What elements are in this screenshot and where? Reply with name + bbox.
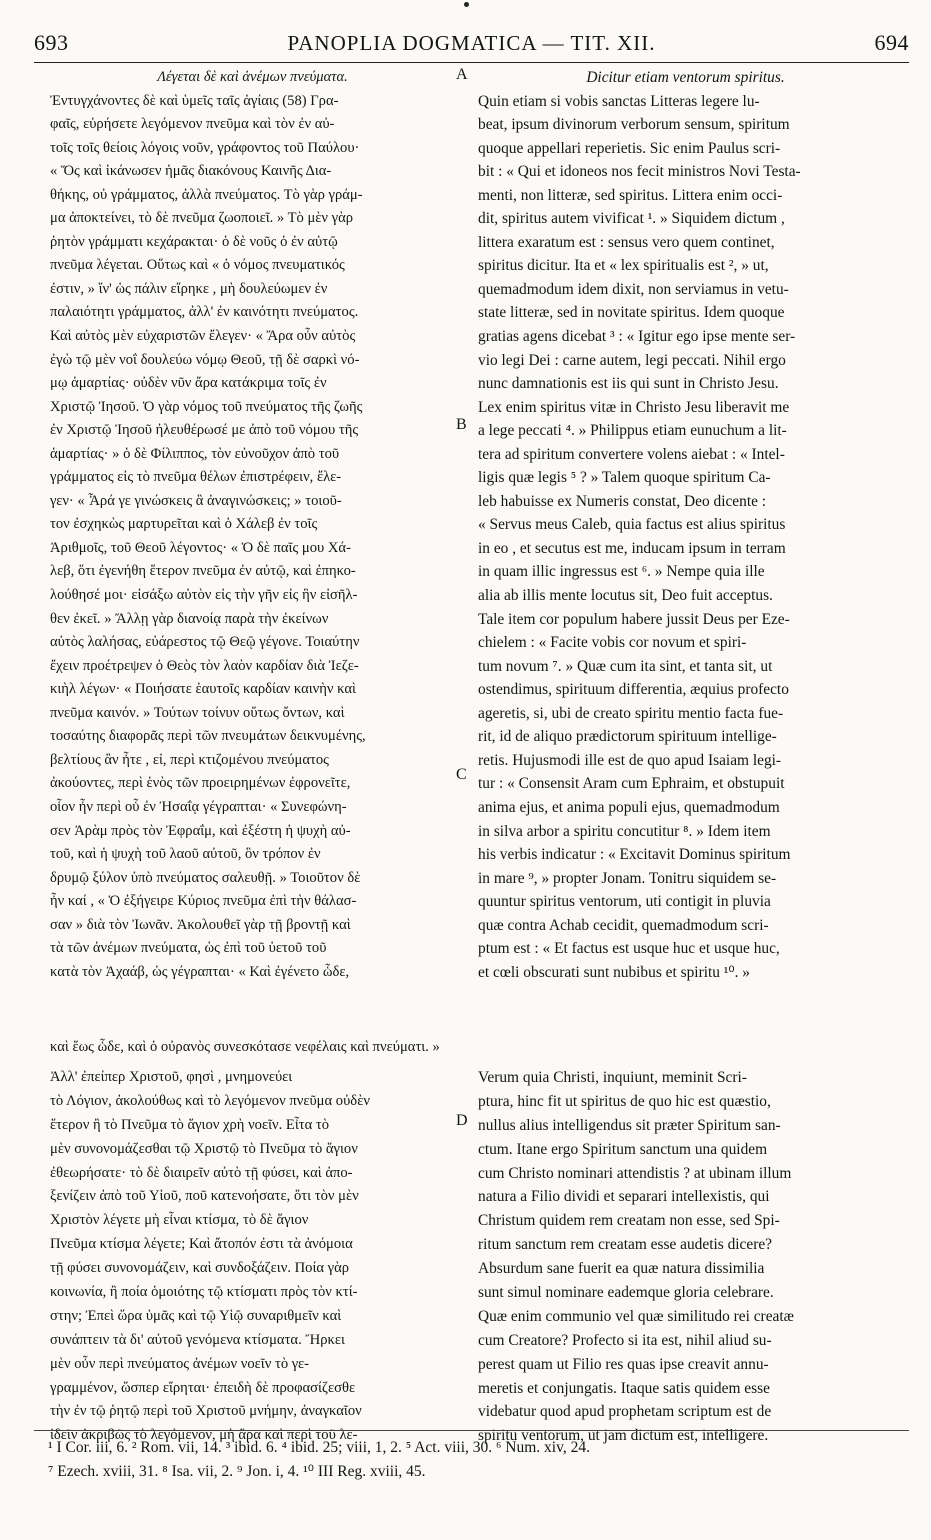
text-line: ἐστιν, » ἵν' ὡς πάλιν εἴρηκε , μὴ δουλεύωμεν ἐν	[50, 280, 328, 297]
text-line: leb habuisse ex Numeris constat, Deo dicente :	[478, 492, 767, 510]
text-line: συνάπτειν τὰ δι' αὐτοῦ γενόμενα κτίσματα. Ἤρκει	[50, 1331, 345, 1348]
text-line: φαῖς, εὑρήσετε λεγόμενον πνεῦμα καὶ τὸν ἐν αὐ-	[50, 116, 335, 133]
text-line: οἷον ἦν περὶ οὗ ἐν Ἠσαΐᾳ γέγραπται· « Συνεφώνη-	[50, 798, 347, 815]
text-line: ἔχειν προέτρεψεν ὁ Θεὸς τὸν λαὸν καρδίαν διὰ Ἰεζε-	[50, 657, 359, 674]
text-line: anima ejus, et anima populi ejus, quemadmodum	[478, 798, 780, 816]
text-line: θήκης, οὐ γράμματος, ἀλλὰ πνεύματος. Τὸ γὰρ γράμ-	[50, 186, 363, 203]
greek-caption: Λέγεται δὲ καὶ ἀνέμων πνεύματα.	[157, 69, 348, 85]
footnote-line: ⁷ Ezech. xviii, 31. ⁸ Isa. vii, 2. ⁹ Jon. i, 4. ¹⁰ III Reg. xviii, 45.	[48, 1463, 426, 1480]
text-line: retis. Hujusmodi ille est de quo apud Isaiam legi-	[478, 751, 782, 769]
text-line: τὴν ἐν τῷ ῥητῷ περὶ τοῦ Χριστοῦ μνήμην, ἀναγκαῖον	[50, 1403, 362, 1420]
text-line: in silva arbor a spiritu concutitur ⁸. » Idem item	[478, 822, 771, 840]
text-line: ptura, hinc fit ut spiritus de quo hic est quæstio,	[478, 1092, 771, 1110]
text-line: spiritus dicitur. Ita et « lex spiritualis est ², » ut,	[478, 257, 769, 275]
text-line: alia ab illis mente locutus sit, Deo fuit acceptus.	[478, 587, 773, 605]
right-page-number: 694	[874, 30, 909, 55]
text-line: spiritu ventorum, ut jam dictum est, intelligere.	[478, 1427, 769, 1445]
text-line: ostendimus, spirituum differentia, æquius profecto	[478, 681, 789, 699]
footnote-line: ¹ I Cor. iii, 6. ² Rom. vii, 14. ³ ibid. 6. ⁴ ibid. 25; viii, 1, 2. ⁵ Act. viii, 30. ⁶ Num. xiv, 24.	[48, 1439, 590, 1456]
text-line: vio legi Dei : carne autem, legi peccati. Nihil ergo	[478, 351, 786, 369]
text-line: ῥητὸν γράμματι κεχάρακται· ὁ δὲ νοῦς ὁ ἐν αὐτῷ	[50, 233, 338, 250]
text-line: his verbis indicatur : « Excitavit Dominus spiritum	[478, 846, 791, 864]
text-line: ἕτερον ἢ τὸ Πνεῦμα τὸ ἅγιον χρὴ νοεῖν. Εἶτα τὸ	[50, 1116, 330, 1133]
text-line: tera ad spiritum convertere volens aiebat : « Intel-	[478, 445, 785, 463]
printers-dot	[464, 2, 469, 7]
text-line: quoque appellari reperietis. Sic enim Paulus scri-	[478, 139, 781, 157]
text-line: θεν ἐκεῖ. » Ἄλλῃ γὰρ διανοίᾳ παρὰ τὴν ἐκείνων	[50, 610, 329, 627]
text-line: πνεῦμα καινόν. » Τούτων τοίνυν οὕτως ὄντων, καὶ	[50, 704, 345, 721]
text-line: in quam illic ingressus est ⁶. » Nempe quia ille	[478, 563, 765, 581]
text-line: αὐτὸς λαλήσας, εὐάρεστος τῷ Θεῷ γέγονε. Τοιαύτην	[50, 634, 360, 651]
text-line: littera exaratum est : sensus vero quem continet,	[478, 233, 775, 251]
text-line: state litteræ, sed in novitate spiritus. Idem quoque	[478, 304, 785, 322]
header-rule	[34, 62, 909, 63]
text-line: ξενίζειν ἀπὸ τοῦ Υἱοῦ, ποῦ κατενοήσατε, ὅτι τὸν μὲν	[50, 1188, 359, 1205]
text-line: videbatur quod apud prophetam scriptum est de	[478, 1403, 772, 1421]
text-line: ptum est : « Et factus est usque huc et usque huc,	[478, 940, 780, 958]
text-line: γράμματος εἰς τὸ πνεῦμα θέλων ἐπιστρέφειν, ἔλε-	[50, 469, 342, 486]
running-title: PANOPLIA DOGMATICA — TIT. XII.	[287, 31, 656, 55]
text-line: Quæ enim communio vel quæ similitudo rei creatæ	[478, 1307, 794, 1325]
text-line: nullus alius intelligendus sit præter Spiritum san-	[478, 1116, 781, 1134]
text-line: cum Christo nominari attendistis ? at ubinam illum	[478, 1164, 792, 1182]
text-line: chielem : « Facite vobis cor novum et spiri-	[478, 634, 747, 652]
text-line: dit, spiritus autem vivificat ¹. » Siquidem dictum ,	[478, 210, 785, 228]
text-line: nunc damnationis est iis qui sunt in Christo Jesu.	[478, 375, 779, 393]
text-line: tum novum ⁷. » Quæ cum ita sint, et tanta sit, ut	[478, 657, 773, 675]
text-line: quæ contra Achab cecidit, quemadmodum scri-	[478, 916, 769, 934]
text-line: bit : « Qui et idoneos nos fecit ministros Novi Testa-	[478, 163, 801, 181]
text-line: μα ἀποκτείνει, τὸ δὲ πνεῦμα ζωοποιεῖ. » Τὸ μὲν γὰρ	[50, 210, 354, 227]
footnotes	[48, 1436, 908, 1484]
text-line: Tale item cor populum habere jussit Deus per Eze-	[478, 610, 790, 628]
marker-a: A	[456, 66, 468, 83]
text-line: Χριστῷ Ἰησοῦ. Ὁ γὰρ νόμος τοῦ πνεύματος τῆς ζωῆς	[50, 398, 363, 415]
left-page-number: 693	[34, 30, 69, 55]
text-line: Χριστὸν λέγετε μὴ εἶναι κτίσμα, τὸ δὲ ἅγιον	[50, 1212, 309, 1229]
text-line: σεν Ἀρὰμ πρὸς τὸν Ἐφραΐμ, καὶ ἐξέστη ἡ ψυχὴ αὐ-	[50, 822, 351, 839]
text-line: tur : « Consensit Aram cum Ephraim, et obstupuit	[478, 775, 785, 793]
greek-spanning-line: καὶ ἕως ὧδε, καὶ ὁ οὐρανὸς συνεσκότασε νεφέλαις καὶ πνεύματι. »	[50, 1039, 440, 1055]
text-line: ἀκούοντες, περὶ ἑνὸς τῶν προειρημένων ἐφρονεῖτε,	[50, 775, 351, 792]
text-line: sunt simul nominare eademque gloria celebrare.	[478, 1284, 774, 1302]
text-line: Καὶ αὐτὸς μὲν εὐχαριστῶν ἔλεγεν· « Ἄρα οὖν αὐτὸς	[50, 328, 356, 345]
text-line: παλαιότητι γράμματος, ἀλλ' ἐν καινότητι πνεύματος.	[50, 304, 359, 321]
text-line: τον ἐσχηκὼς μαρτυρεῖται καὶ ὁ Χάλεβ ἐν τοῖς	[50, 516, 318, 533]
text-line: a lege peccati ⁴. » Philippus etiam eunuchum a lit-	[478, 422, 787, 440]
latin-caption: Dicitur etiam ventorum spiritus.	[586, 69, 785, 86]
text-line: γραμμένον, ὥσπερ εἴρηται· ἐπειδὴ δὲ προφασίζεσθε	[50, 1379, 356, 1396]
running-header	[34, 30, 909, 60]
text-line: beat, ipsum divinorum verborum sensum, spiritum	[478, 116, 790, 134]
greek-column	[50, 66, 455, 984]
text-line: Ἀριθμοῖς, τοῦ Θεοῦ λέγοντος· « Ὁ δὲ παῖς μου Χά-	[50, 539, 351, 556]
text-line: τὸ Λόγιον, ἀκολούθως καὶ τὸ λεγόμενον πνεῦμα οὐδὲν	[50, 1092, 370, 1109]
text-line: βελτίους ἂν ἦτε , εἰ, περὶ κτιζομένου πνεύματος	[50, 751, 329, 768]
text-line: Quin etiam si vobis sanctas Litteras legere lu-	[478, 92, 760, 110]
text-line: τοῦ, καὶ ἡ ψυχὴ τοῦ λαοῦ αὐτοῦ, ὃν τρόπον ἐν	[50, 846, 321, 863]
text-line: « Servus meus Caleb, quia factus est alius spiritus	[478, 516, 786, 534]
text-line: ctum. Itane ergo Spiritum sanctum una quidem	[478, 1140, 768, 1158]
text-line: quuntur spiritus ventorum, uti contigit in pluvia	[478, 893, 771, 911]
text-line: ἐθεωρήσατε· τὸ δὲ διαιρεῖν αὐτὸ τῇ φύσει, καὶ ἀπο-	[50, 1164, 353, 1181]
text-line: ἁμαρτίας· » ὁ δὲ Φίλιππος, τὸν εὐνοῦχον ἀπὸ τοῦ	[50, 445, 340, 462]
latin-text	[478, 90, 893, 985]
text-line: in eo , et secutus est me, inducam ipsum in terram	[478, 539, 786, 557]
latin-text-continued	[478, 1066, 893, 1448]
greek-text	[50, 90, 455, 985]
text-line: λεβ, ὅτι ἐγενήθη ἕτερον πνεῦμα ἐν αὐτῷ, καὶ ἐπηκο-	[50, 563, 356, 580]
text-line: λούθησέ μοι· εἰσάξω αὐτὸν εἰς τὴν γῆν εἰς ἣν εἰσῆλ-	[50, 587, 358, 604]
text-line: κατὰ τὸν Ἀχαάβ, ὡς γέγραπται· « Καὶ ἐγένετο ὧδε,	[50, 963, 350, 980]
text-line: δρυμῷ ξύλον ὑπὸ πνεύματος σαλευθῇ. » Τοιοῦτον δὲ	[50, 869, 361, 886]
text-line: ἰδεῖν ἀκριβῶς τὸ λεγόμενον, μὴ ἄρα καὶ περὶ τοῦ λε-	[50, 1427, 358, 1444]
text-line: μὲν οὖν περὶ πνεύματος ἀνέμων νοεῖν τὸ γε-	[50, 1355, 309, 1372]
text-line: Πνεῦμα κτίσμα λέγετε; Καὶ ἄτοπόν ἐστι τὰ ἀνόμοια	[50, 1236, 353, 1253]
text-line: menti, non litteræ, sed spiritus. Littera enim occi-	[478, 186, 783, 204]
text-line: ligis quæ legis ⁵ ? » Talem quoque spiritum Ca-	[478, 469, 771, 487]
text-line: gratias agens dicebat ³ : « Igitur ego ipse mente ser-	[478, 328, 796, 346]
text-line: κιὴλ λέγων· « Ποιήσατε ἑαυτοῖς καρδίαν καινὴν καὶ	[50, 681, 356, 698]
text-line: γεν· « Ἆρά γε γινώσκεις ἃ ἀναγινώσκεις; » τοιοῦ-	[50, 492, 342, 509]
marker-d: D	[456, 1112, 468, 1129]
text-line: ἐγὼ τῷ μὲν νοΐ δουλεύω νόμῳ Θεοῦ, τῇ δὲ σαρκὶ νό-	[50, 351, 360, 368]
text-line: κοινωνία, ἢ ποία ὁμοιότης τῷ κτίσματι πρὸς τὸν κτί-	[50, 1284, 358, 1301]
text-line: perest quam ut Filio res quas ipse creavit annu-	[478, 1355, 769, 1373]
text-line: « Ὅς καὶ ἱκάνωσεν ἡμᾶς διακόνους Καινῆς Δια-	[50, 163, 332, 180]
text-line: Absurdum sane fuerit ea quæ natura dissimilia	[478, 1260, 765, 1278]
marker-c: C	[456, 766, 467, 783]
text-line: ageretis, si, ubi de creato spiritu mentio facta fue-	[478, 704, 784, 722]
text-line: πνεῦμα λέγεται. Οὕτως καὶ « ὁ νόμος πνευματικός	[50, 257, 345, 274]
text-line: Ἀλλ' ἐπείπερ Χριστοῦ, φησὶ , μνημονεύει	[50, 1069, 293, 1085]
text-line: τῇ φύσει συνονομάζειν, καὶ συνδοξάζειν. Ποία γὰρ	[50, 1260, 350, 1277]
latin-column	[478, 66, 893, 984]
text-line: μὲν συνονομάζεσθαι τῷ Χριστῷ τὸ Πνεῦμα τὸ ἅγιον	[50, 1140, 358, 1157]
text-line: τοῖς τοῖς θείοις λόγοις νοῦν, γράφοντος τοῦ Παύλου·	[50, 139, 360, 156]
text-line: cum Creatore? Profecto si ita est, nihil aliud su-	[478, 1331, 772, 1349]
text-line: in mare ⁹, » propter Jonam. Tonitru siquidem se-	[478, 869, 777, 887]
text-line: τοσαύτης διαφορᾶς περὶ τῶν πνευμάτων δεικνυμένης,	[50, 728, 366, 745]
text-line: rit, id de aliquo prædictorum spirituum intellige-	[478, 728, 777, 746]
text-line: μῳ ἁμαρτίας· οὐδὲν νῦν ἄρα κατάκριμα τοῖς ἐν	[50, 375, 327, 392]
greek-text-continued	[50, 1066, 455, 1448]
text-line: Verum quia Christi, inquiunt, meminit Scri-	[478, 1069, 747, 1086]
text-line: ἐν Χριστῷ Ἰησοῦ ἠλευθέρωσέ με ἀπὸ τοῦ νόμου τῆς	[50, 422, 359, 439]
text-line: quemadmodum idem dixit, non serviamus in vetu-	[478, 280, 789, 298]
text-line: meretis et conjungatis. Itaque satis quidem esse	[478, 1379, 770, 1397]
text-line: et cœli obscurati sunt nubibus et spiritu ¹⁰. »	[478, 963, 750, 981]
text-line: Christum quidem rem creatam non esse, sed Spi-	[478, 1212, 780, 1230]
footnote-rule	[34, 1430, 909, 1431]
text-line: Ἐντυγχάνοντες δὲ καὶ ὑμεῖς ταῖς ἁγίαις (58) Γρα-	[50, 92, 339, 109]
marker-b: B	[456, 416, 467, 433]
text-line: natura a Filio dividi et separari intellexistis, qui	[478, 1188, 770, 1206]
text-line: ἦν καί , « Ὁ ἐξήγειρε Κύριος πνεῦμα ἐπὶ τὴν θάλασ-	[50, 893, 357, 910]
text-line: σαν » διὰ τὸν Ἰωνᾶν. Ἀκολουθεῖ γὰρ τῇ βροντῇ καὶ	[50, 916, 351, 933]
text-line: στην; Ἐπεὶ ὥρα ὑμᾶς καὶ τῷ Υἱῷ συναριθμεῖν καὶ	[50, 1307, 342, 1324]
text-line: τὰ τῶν ἀνέμων πνεύματα, ὡς ἐπὶ τοῦ ὑετοῦ τοῦ	[50, 940, 327, 957]
text-line: ritum sanctum rem creatam esse audetis dicere?	[478, 1236, 773, 1254]
text-line: Lex enim spiritus vitæ in Christo Jesu liberavit me	[478, 398, 790, 416]
